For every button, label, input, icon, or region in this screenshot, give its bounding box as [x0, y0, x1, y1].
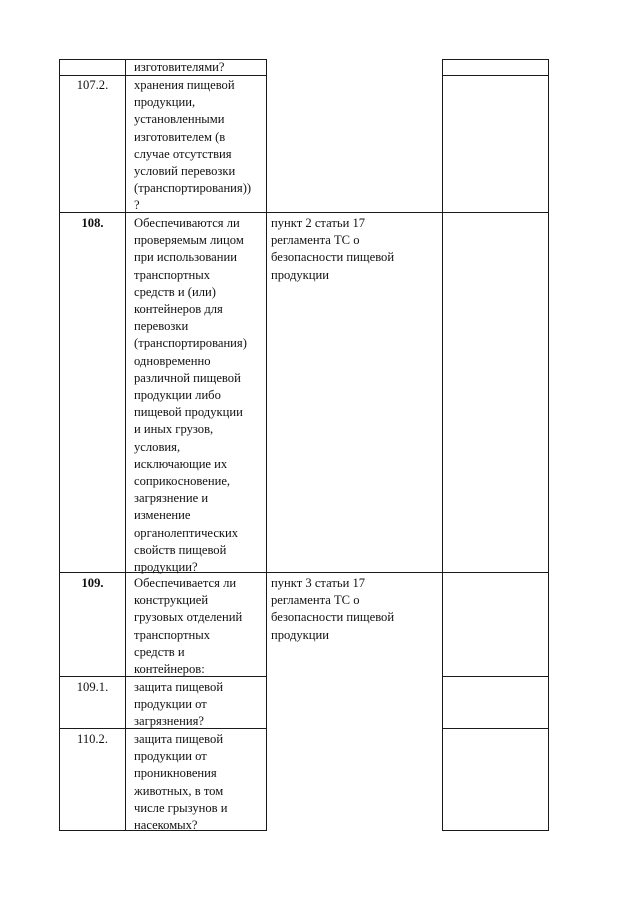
- table-border-left: [59, 59, 60, 830]
- item-number-110-2: 110.2.: [76, 732, 109, 746]
- row-line-top-right: [442, 59, 549, 60]
- question-cell-109: Обеспечивается ли конструкцией грузовых отделений транспортных средств и контейнеров:: [134, 576, 243, 677]
- row-line-3-right: [442, 572, 549, 573]
- item-number-109-1: 109.1.: [76, 680, 109, 694]
- question-cell-108: Обеспечиваются ли проверяемым лицом при использовании транспортных средств и (или) контейнеров для перевозки (транспортирования) одновременно различной пищевой продукции либо пищевой продукции и иных грузов, условия, исключающие их соприкосновение, загрязнение и изменение органолептических свойств пищевой продукции?: [134, 216, 247, 575]
- table-column-divider-1: [125, 59, 126, 830]
- question-cell-109-1: защита пищевой продукции от загрязнения?: [134, 680, 224, 729]
- row-line-3-basis: [266, 572, 443, 573]
- question-cell-107-2: хранения пищевой продукции, установленными изготовителем (в случае отсутствия условий перевозки (транспортирования)) ?: [134, 78, 252, 213]
- item-number-107-2: 107.2.: [76, 78, 109, 92]
- row-line-1-right: [442, 75, 549, 76]
- table-border-right: [548, 59, 549, 830]
- table-column-divider-3: [442, 59, 443, 830]
- row-line-5-right: [442, 728, 549, 729]
- row-line-4-right: [442, 676, 549, 677]
- row-line-2-right: [442, 212, 549, 213]
- question-cell-110-2: защита пищевой продукции от проникновения животных, в том числе грызунов и насекомых?: [134, 732, 228, 833]
- item-number-109: 109.: [81, 576, 104, 590]
- item-number-108: 108.: [81, 216, 104, 230]
- basis-cell-108: пункт 2 статьи 17 регламента ТС о безопасности пищевой продукции: [271, 216, 395, 282]
- question-cell-continued: изготовителями?: [134, 60, 225, 74]
- row-line-2-basis: [266, 212, 443, 213]
- basis-cell-109: пункт 3 статьи 17 регламента ТС о безопасности пищевой продукции: [271, 576, 395, 642]
- row-line-bottom-right: [442, 830, 549, 831]
